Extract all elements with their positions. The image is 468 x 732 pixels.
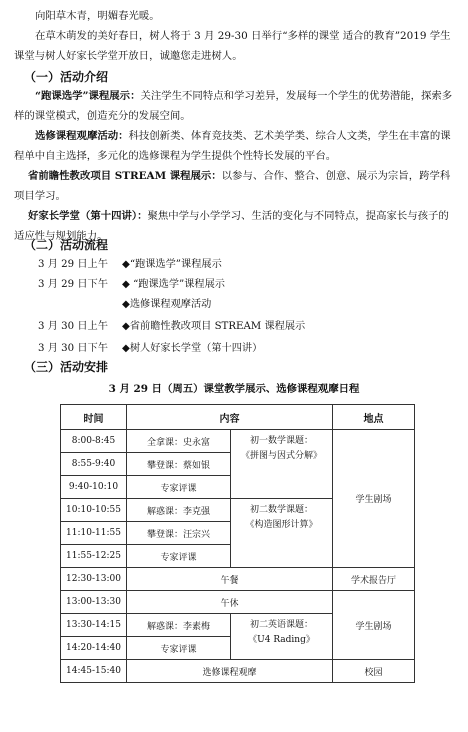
table-row (61, 568, 415, 591)
time-cell: 9:40-10:10 (61, 476, 127, 499)
place-cell: 学术报告厅 (333, 568, 415, 591)
session-cell: 专家评课 (127, 545, 231, 568)
session-cell: 午休 (127, 591, 333, 614)
time-cell: 8:00-8:45 (61, 430, 127, 453)
header-time: 时间 (61, 405, 127, 430)
intro-item-text: 聚焦中学与小学学习、生活的变化与不同特点，提高家长与孩子的适应性与规划能力。 (14, 210, 449, 242)
session-cell: 全拿课：史永富 (127, 430, 231, 453)
intro-item-paoke (14, 86, 456, 126)
time-cell: 11:10-11:55 (61, 522, 127, 545)
intro-item-text: 以参与、合作、整合、创意、展示为宗旨，跨学科项目学习。 (14, 170, 451, 202)
session-cell: 专家评课 (127, 637, 231, 660)
schedule-date: 3 月 29 日下午 (38, 279, 108, 290)
course-title: 初二数学课题： (249, 505, 313, 515)
table-row (61, 591, 415, 614)
intro-item-label: 好家长学堂（第十四讲）： (28, 210, 148, 222)
header-place: 地点 (333, 405, 415, 430)
intro-item-stream (14, 166, 456, 206)
schedule-item: ◆树人好家长学堂（第十四讲） (122, 343, 263, 354)
header-content: 内容 (127, 405, 333, 430)
time-cell: 8:55-9:40 (61, 453, 127, 476)
time-cell: 11:55-12:25 (61, 545, 127, 568)
place-cell: 校园 (333, 660, 415, 683)
intro-item-text: 关注学生不同特点和学习差异，发展每一个学生的优势潜能，探索多样的课堂模式，创造充分的发展空间。 (14, 90, 453, 122)
session-cell: 解惑课：李克强 (127, 499, 231, 522)
schedule-item: ◆ “跑课选学”课程展示 (122, 279, 225, 290)
section-1-heading: （一）活动介绍 (24, 70, 109, 84)
session-cell: 攀登课：蔡如银 (127, 453, 231, 476)
schedule-item: ◆省前瞻性教改项目 STREAM 课程展示 (122, 321, 306, 332)
course-title: 初一数学课题： (249, 436, 313, 446)
session-cell: 午餐 (127, 568, 333, 591)
schedule-table (60, 404, 415, 683)
course-name: 《构造图形计算》 (245, 520, 318, 530)
course-name: 《拼图与因式分解》 (240, 451, 322, 461)
intro-paragraph: 在草木萌发的美好春日，树人将于 3 月 29-30 日举行“多样的课堂 适合的教育”2019 学生课堂与树人好家长学堂开放日，诚邀您走进树人。 (14, 30, 451, 62)
course-title: 初二英语课题： (249, 620, 313, 630)
section-3-heading: （三）活动安排 (24, 360, 109, 374)
session-cell: 选修课程观摩 (127, 660, 333, 683)
course-cell (231, 430, 333, 499)
session-cell: 攀登课：汪宗兴 (127, 522, 231, 545)
schedule-date: 3 月 30 日上午 (38, 321, 108, 332)
schedule-date: 3 月 29 日上午 (38, 259, 108, 270)
time-cell: 10:10-10:55 (61, 499, 127, 522)
intro-item-label: “跑课选学”课程展示： (35, 90, 141, 102)
schedule-item: ◆“跑课选学”课程展示 (122, 259, 222, 270)
place-cell: 学生剧场 (333, 591, 415, 660)
course-name: 《U4 Rading》 (248, 635, 315, 645)
schedule-item: ◆选修课程观摩活动 (122, 299, 212, 310)
time-cell: 14:20-14:40 (61, 637, 127, 660)
table-caption: 3 月 29 日（周五）课堂教学展示、选修课程观摩日程 (108, 383, 360, 395)
time-cell: 13:00-13:30 (61, 591, 127, 614)
table-row (61, 660, 415, 683)
table-row (61, 430, 415, 453)
session-cell: 解惑课：李素梅 (127, 614, 231, 637)
course-cell (231, 499, 333, 568)
course-cell (231, 614, 333, 660)
section-2-heading: （二）活动流程 (24, 238, 109, 252)
intro-item-text: 科技创新类、体育竞技类、艺术美学类、综合人文类，学生在丰富的课程单中自主选择，多元化的选修课程为学生提供个性特长发展的平台。 (14, 130, 451, 162)
intro-line: 向阳草木青，明媚春光暖。 (35, 10, 160, 22)
time-cell: 13:30-14:15 (61, 614, 127, 637)
intro-item-xuanxiu (14, 126, 456, 166)
schedule-date: 3 月 30 日下午 (38, 343, 108, 354)
table-header-row (61, 405, 415, 430)
schedule-row (38, 296, 211, 314)
time-cell: 12:30-13:00 (61, 568, 127, 591)
time-cell: 14:45-15:40 (61, 660, 127, 683)
intro-item-label: 省前瞻性教改项目 STREAM 课程展示： (28, 170, 222, 182)
schedule-row (38, 256, 222, 274)
session-cell: 专家评课 (127, 476, 231, 499)
schedule-row (38, 276, 225, 294)
schedule-row (38, 340, 262, 358)
schedule-row (38, 318, 305, 336)
place-cell: 学生剧场 (333, 430, 415, 568)
intro-item-label: 选修课程观摩活动： (35, 130, 129, 142)
